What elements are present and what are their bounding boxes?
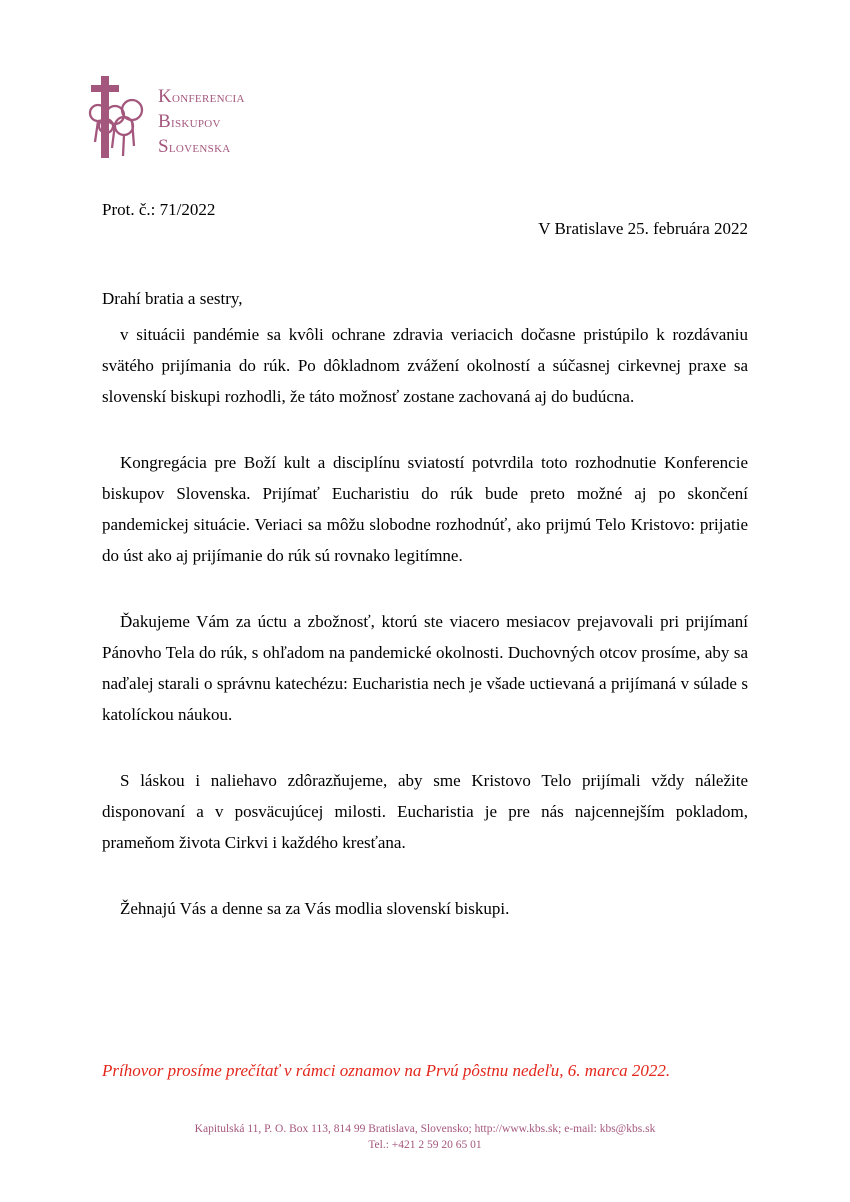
logo-line-1 — [158, 85, 245, 110]
logo-line-2 — [158, 110, 245, 135]
logo-cap: B — [158, 111, 171, 132]
salutation: Drahí bratia a sestry, — [102, 289, 243, 308]
logo-rest: onferencia — [172, 90, 245, 106]
closing: Žehnajú Vás a denne sa za Vás modlia slovenskí biskupi. — [120, 899, 510, 918]
logo — [88, 76, 288, 160]
footer-address: Kapitulská 11, P. O. Box 113, 814 99 Bratislava, Slovensko; http://www.kbs.sk; e-mail: kbs@kbs.sk — [194, 1123, 656, 1135]
reading-note: Príhovor prosíme prečítať v rámci oznamov na Prvú pôstnu nedeľu, 6. marca 2022. — [102, 1061, 671, 1080]
letter-body — [102, 283, 748, 924]
logo-text — [158, 85, 245, 160]
logo-line-3 — [158, 135, 245, 160]
logo-rest: lovenska — [168, 140, 231, 156]
paragraph-4: S láskou i naliehavo zdôrazňujeme, aby sme Kristovo Telo prijímali vždy náležite disponovaní a v posväcujúcej milosti. Eucharistia je pre nás najcennejším pokladom, prameňom života Cirkvi i každého kresťana. — [102, 771, 748, 852]
footer-phone: Tel.: +421 2 59 20 65 01 — [368, 1139, 482, 1151]
logo-cap: K — [158, 86, 173, 107]
logo-cap: S — [158, 136, 169, 157]
letter-date: V Bratislave 25. februára 2022 — [538, 219, 748, 238]
cross-rings-icon — [88, 76, 148, 158]
protocol-number: Prot. č.: 71/2022 — [102, 200, 216, 219]
paragraph-2: Kongregácia pre Boží kult a disciplínu sviatostí potvrdila toto rozhodnutie Konferencie biskupov Slovenska. Prijímať Eucharistiu do rúk bude preto možné aj po skončení pandemickej situácie. Veriaci sa môžu slobodne rozhodnúť, ako prijmú Telo Kristovo: prijatie do úst ako aj prijímanie do rúk sú rovnako legitímne. — [102, 453, 748, 565]
paragraph-3: Ďakujeme Vám za úctu a zbožnosť, ktorú ste viacero mesiacov prejavovali pri prijímaní Pánovho Tela do rúk, s ohľadom na pandemické okolnosti. Duchovných otcov prosíme, aby sa naďalej starali o správnu katechézu: Eucharistia nech je všade uctievaná a prijímaná v súlade s katolíckou náukou. — [102, 612, 748, 724]
footer — [102, 1121, 748, 1153]
logo-rest: iskupov — [170, 115, 221, 131]
paragraph-1: v situácii pandémie sa kvôli ochrane zdravia veriacich dočasne pristúpilo k rozdávaniu svätého prijímania do rúk. Po dôkladnom zvážení okolností a súčasnej cirkevnej praxe sa slovenskí biskupi rozhodli, že táto možnosť zostane zachovaná aj do budúcna. — [102, 325, 748, 406]
